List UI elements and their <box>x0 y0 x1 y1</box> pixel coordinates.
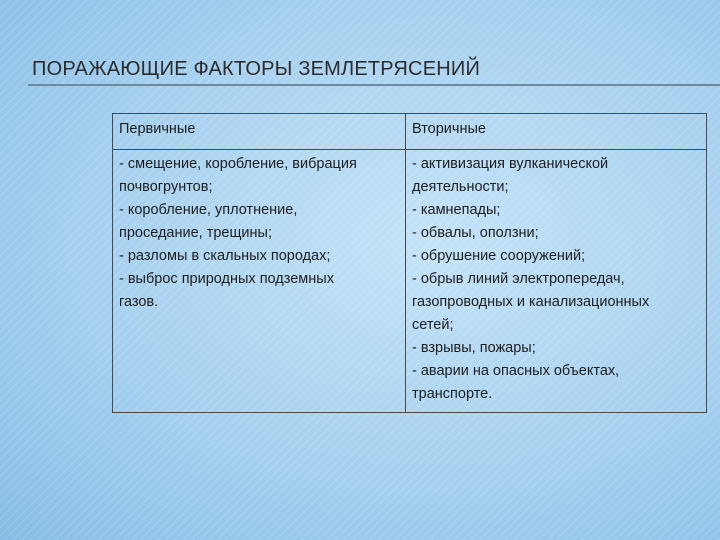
secondary-factor-line: газопроводных и канализационных <box>412 294 650 310</box>
primary-factor-line: газов. <box>119 294 159 310</box>
factors-table <box>112 113 707 413</box>
primary-factor-line: - выброс природных подземных <box>119 271 334 287</box>
primary-factor-line: проседание, трещины; <box>119 225 272 241</box>
title-divider <box>28 84 720 86</box>
secondary-factor-line: - обрушение сооружений; <box>412 248 586 264</box>
primary-factor-line: - смещение, коробление, вибрация <box>119 156 357 172</box>
primary-factor-line: - коробление, уплотнение, <box>119 202 298 218</box>
secondary-factor-line: - аварии на опасных объектах, <box>412 363 620 379</box>
slide-title: ПОРАЖАЮЩИЕ ФАКТОРЫ ЗЕМЛЕТРЯСЕНИЙ <box>32 58 481 80</box>
secondary-factor-line: - обрыв линий электропередач, <box>412 271 625 287</box>
header-primary: Первичные <box>113 114 406 150</box>
table-row <box>113 150 707 413</box>
secondary-factors-cell <box>406 150 707 413</box>
header-secondary: Вторичные <box>406 114 707 150</box>
secondary-factor-line: сетей; <box>412 317 454 333</box>
primary-factor-line: - разломы в скальных породах; <box>119 248 331 264</box>
table-header-row <box>113 114 707 150</box>
secondary-factor-line: - камнепады; <box>412 202 501 218</box>
secondary-factor-line: - обвалы, оползни; <box>412 225 539 241</box>
secondary-factor-line: деятельности; <box>412 179 509 195</box>
secondary-factor-line: - взрывы, пожары; <box>412 340 536 356</box>
secondary-factor-line: - активизация вулканической <box>412 156 609 172</box>
secondary-factor-line: транспорте. <box>412 386 493 402</box>
primary-factors-cell <box>113 150 406 413</box>
primary-factor-line: почвогрунтов; <box>119 179 213 195</box>
